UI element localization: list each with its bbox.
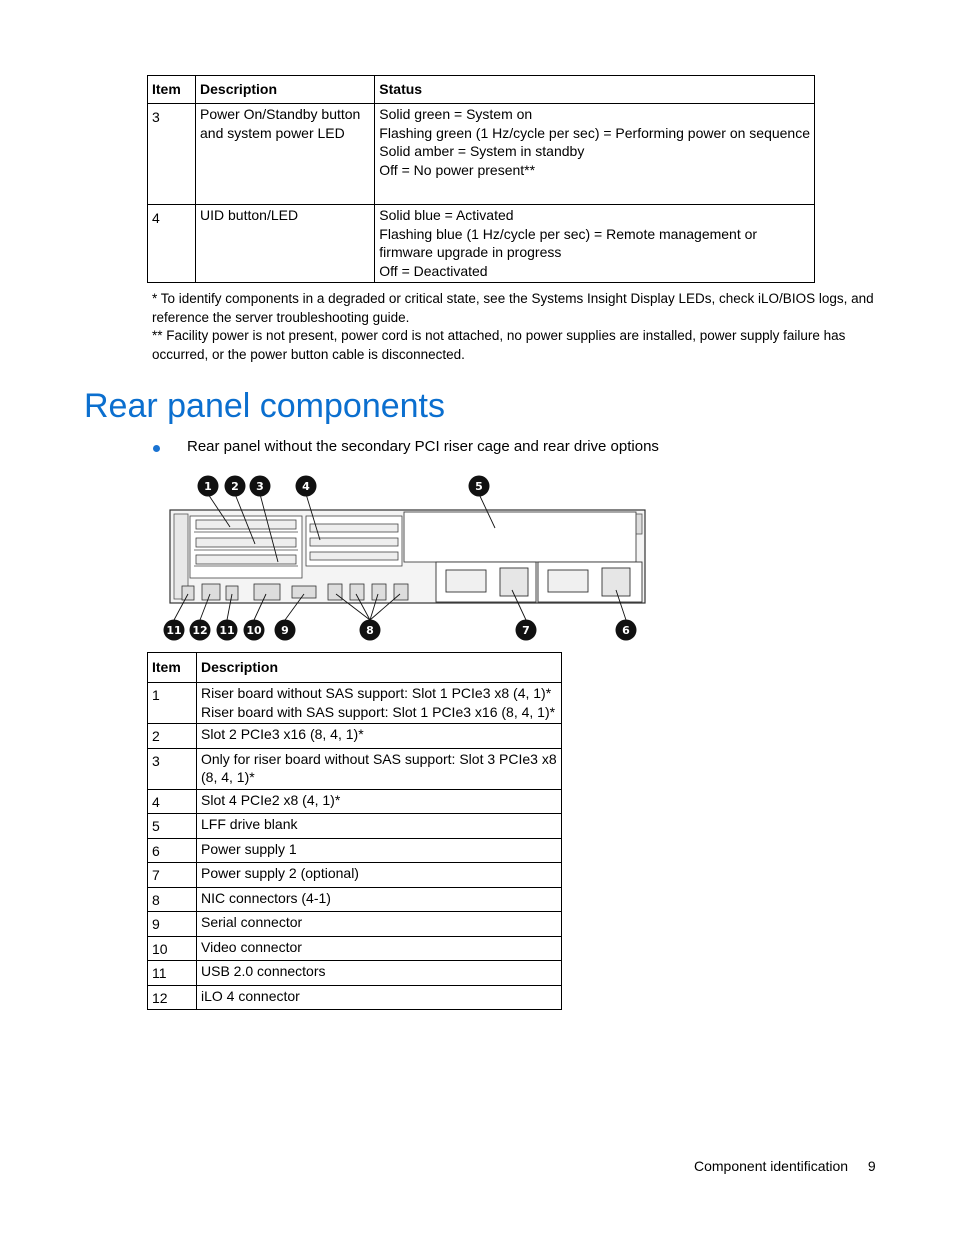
item-number: 6 [148, 838, 197, 863]
description-line: Riser board without SAS support: Slot 1 PCIe3 x8 (4, 1)* [201, 685, 552, 701]
lff-drive-blank [404, 512, 636, 562]
bullet-icon [153, 445, 160, 452]
callout-number: 11 [166, 624, 182, 637]
status-line: Solid green = System on [379, 106, 533, 122]
callout-number: 6 [622, 624, 630, 637]
description-line: NIC connectors (4-1) [201, 889, 331, 906]
footer-label: Component identification [694, 1158, 849, 1174]
column-header-description: Description [196, 76, 375, 104]
item-number: 7 [148, 863, 197, 888]
footnote-line: occurred, or the power button cable is disconnected. [152, 346, 465, 362]
description-line: Power On/Standby button [200, 106, 361, 122]
item-number: 10 [148, 936, 197, 961]
description-line: Riser board with SAS support: Slot 1 PCIe3 x16 (8, 4, 1)* [201, 703, 556, 720]
callout-number: 9 [281, 624, 289, 637]
status-line: Off = Deactivated [379, 262, 488, 279]
description-line: and system power LED [200, 124, 345, 141]
footnotes [152, 290, 872, 364]
item-number: 4 [148, 205, 196, 283]
table-row [148, 104, 815, 205]
table-row [148, 887, 562, 912]
status-line: Flashing blue (1 Hz/cycle per sec) = Remote management or [379, 225, 758, 242]
footnote-line: * To identify components in a degraded or critical state, see the Systems Insight Display LEDs, check iLO/BIOS logs, and [152, 291, 874, 306]
rear-io-ports [182, 584, 408, 600]
table-row [148, 814, 562, 839]
column-header-description: Description [197, 653, 562, 683]
item-number: 5 [148, 814, 197, 839]
description-line: LFF drive blank [201, 816, 298, 832]
item-number: 1 [148, 683, 197, 724]
power-supply-bays [436, 562, 642, 602]
footnote-line: ** Facility power is not present, power cord is not attached, no power supplies are installed, power supply failure has [152, 328, 846, 343]
description-line: Power supply 2 (optional) [201, 865, 359, 881]
bottom-callouts [164, 620, 637, 641]
description-line: Slot 2 PCIe3 x16 (8, 4, 1)* [201, 726, 364, 742]
table-row [148, 724, 562, 749]
status-line: Solid amber = System in standby [379, 143, 585, 159]
item-description [197, 936, 562, 961]
description-line: (8, 4, 1)* [201, 769, 255, 785]
item-number: 4 [148, 789, 197, 814]
description-line: Power supply 1 [201, 840, 297, 857]
item-description [197, 748, 562, 789]
callout-number: 7 [522, 624, 530, 637]
callout-number: 8 [366, 624, 374, 637]
status-line: Flashing green (1 Hz/cycle per sec) = Performing power on sequence [379, 124, 810, 141]
description-line: USB 2.0 connectors [201, 963, 326, 979]
status-line: Solid blue = Activated [379, 207, 514, 223]
item-description [196, 205, 375, 283]
bullet-text: Rear panel without the secondary PCI riser cage and rear drive options [187, 438, 659, 455]
item-number: 3 [148, 104, 196, 205]
item-description [197, 789, 562, 814]
status-table-header [148, 76, 815, 104]
component-table [147, 652, 562, 1010]
callout-number: 3 [256, 480, 264, 493]
page-number: 9 [867, 1158, 876, 1174]
table-row [148, 912, 562, 937]
section-title: Rear panel components [84, 387, 446, 425]
callout-number: 10 [246, 624, 262, 637]
description-line: Only for riser board without SAS support: Slot 3 PCIe3 x8 [201, 750, 557, 767]
item-description [197, 724, 562, 749]
description-line: Slot 4 PCIe2 x8 (4, 1)* [201, 791, 341, 808]
table-row [148, 748, 562, 789]
table-row [148, 789, 562, 814]
item-number: 3 [148, 748, 197, 789]
status-line: firmware upgrade in progress [379, 244, 562, 260]
table-row [148, 961, 562, 986]
item-description [197, 863, 562, 888]
table-row [148, 985, 562, 1010]
item-description [197, 814, 562, 839]
table-row [148, 205, 815, 283]
item-status [375, 104, 815, 205]
footnote [152, 327, 872, 364]
column-header-status: Status [375, 76, 815, 104]
component-table-header [148, 653, 562, 683]
item-number: 2 [148, 724, 197, 749]
footnote-line: reference the server troubleshooting guide. [152, 309, 410, 325]
description-line: UID button/LED [200, 207, 299, 223]
item-description [196, 104, 375, 205]
status-table [147, 75, 815, 283]
column-header-item: Item [148, 76, 196, 104]
callout-number: 11 [219, 624, 235, 637]
item-status [375, 205, 815, 283]
description-line: iLO 4 connector [201, 987, 300, 1004]
item-description [197, 838, 562, 863]
item-description [197, 683, 562, 724]
item-number: 9 [148, 912, 197, 937]
item-number: 11 [148, 961, 197, 986]
column-header-item: Item [148, 653, 197, 683]
table-row [148, 838, 562, 863]
footnote [152, 290, 872, 327]
item-number: 12 [148, 985, 197, 1010]
description-line: Video connector [201, 938, 302, 955]
top-callouts [198, 476, 490, 497]
item-description [197, 985, 562, 1010]
item-description [197, 887, 562, 912]
item-description [197, 912, 562, 937]
item-number: 8 [148, 887, 197, 912]
pci-riser-slots [190, 516, 302, 578]
rear-panel-diagram [160, 472, 650, 644]
item-description [197, 961, 562, 986]
callout-number: 2 [231, 480, 239, 493]
pci-slot-4 [306, 516, 402, 566]
page-footer [694, 1158, 876, 1174]
callout-number: 5 [475, 480, 483, 493]
table-row [148, 683, 562, 724]
status-line: Off = No power present** [379, 161, 536, 178]
callout-number: 1 [204, 480, 212, 493]
callout-number: 4 [302, 480, 310, 493]
description-line: Serial connector [201, 914, 303, 930]
table-row [148, 863, 562, 888]
callout-number: 12 [192, 624, 208, 637]
table-row [148, 936, 562, 961]
